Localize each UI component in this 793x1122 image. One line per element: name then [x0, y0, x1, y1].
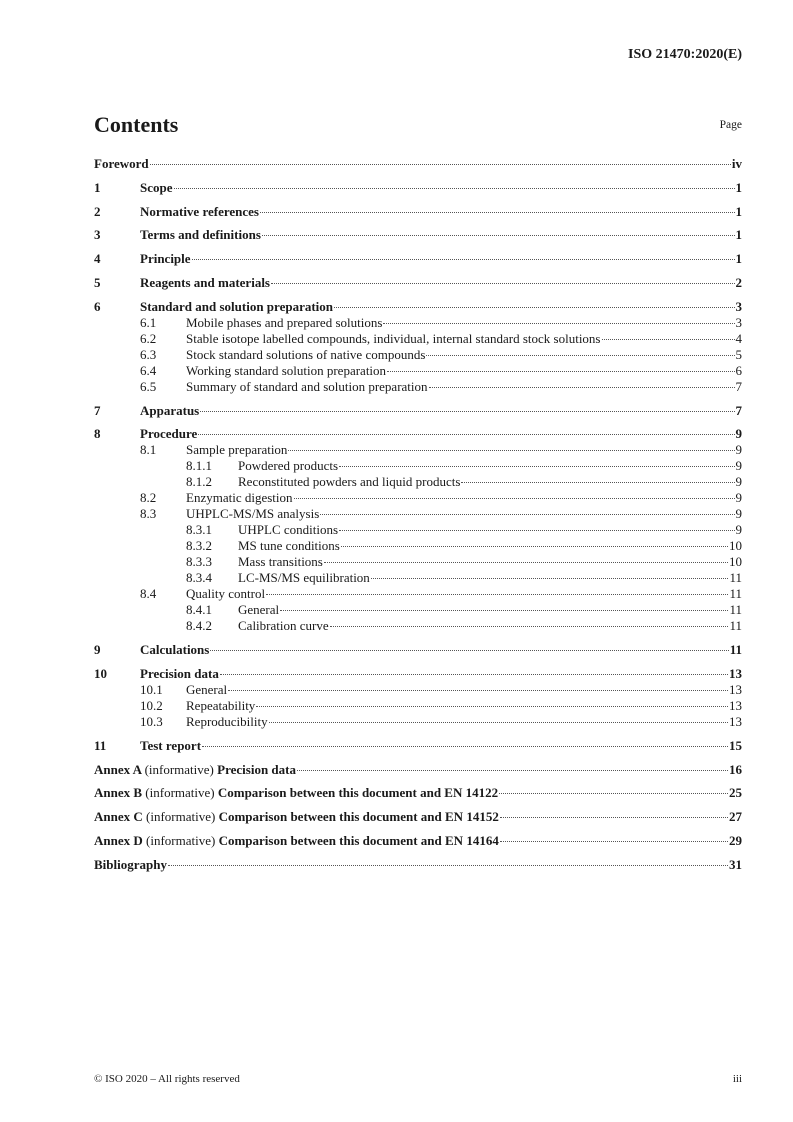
toc-entry[interactable]: [94, 785, 742, 801]
dot-leader: [271, 283, 735, 284]
toc-entry-page: 3: [735, 314, 742, 330]
dot-leader: [602, 339, 735, 340]
toc-entry-page: 15: [729, 737, 742, 753]
toc-entry[interactable]: [94, 666, 742, 682]
dot-leader: [260, 212, 735, 213]
toc-entry-title[interactable]: Calibration curve: [238, 618, 329, 634]
toc-entry[interactable]: [94, 299, 742, 315]
toc-entry-number: 6.4: [140, 362, 157, 378]
toc-entry[interactable]: [94, 714, 742, 730]
toc-entry[interactable]: [94, 682, 742, 698]
toc-entry-title[interactable]: Reconstituted powders and liquid products: [238, 474, 461, 490]
dot-leader: [220, 674, 728, 675]
dot-leader: [200, 411, 734, 412]
toc-entry[interactable]: [94, 618, 742, 634]
toc-entry[interactable]: [94, 833, 742, 849]
toc-entry-page: 11: [729, 602, 742, 618]
toc-entry-page: 1: [735, 179, 742, 195]
dot-leader: [330, 626, 729, 627]
toc-entry-page: 10: [729, 538, 742, 554]
dot-leader: [339, 466, 734, 467]
toc-entry-number: 4: [94, 251, 101, 267]
toc-entry-page: 9: [735, 474, 742, 490]
toc-entry-title[interactable]: Terms and definitions: [140, 227, 261, 243]
toc-entry-page: 10: [729, 554, 742, 570]
toc-entry[interactable]: [94, 506, 742, 522]
toc-entry-title: [94, 762, 296, 778]
toc-entry-page: 1: [735, 203, 742, 219]
toc-entry-page: 31: [729, 856, 742, 872]
toc-entry[interactable]: [94, 586, 742, 602]
toc-entry[interactable]: [94, 809, 742, 825]
annex-note: (informative): [144, 761, 214, 777]
toc-entry[interactable]: [94, 204, 742, 220]
copyright-notice: © ISO 2020 – All rights reserved: [94, 1073, 240, 1085]
toc-entry-page: 13: [729, 713, 742, 729]
toc-entry-title[interactable]: UHPLC conditions: [238, 522, 339, 538]
toc-entry-number: 9: [94, 642, 101, 658]
annex-note: (informative): [145, 785, 215, 801]
toc-entry-number: 11: [94, 737, 107, 753]
toc-entry-number: 2: [94, 203, 101, 219]
dot-leader: [500, 817, 728, 818]
dot-leader: [341, 546, 728, 547]
toc-entry-title: [94, 809, 499, 825]
toc-entry-title[interactable]: Precision data: [140, 665, 219, 681]
toc-entry-page: 27: [729, 809, 742, 825]
toc-entry-page: 9: [735, 442, 742, 458]
dot-leader: [334, 307, 734, 308]
toc-entry[interactable]: [94, 570, 742, 586]
toc-entry-number: 8.1: [140, 442, 157, 458]
dot-leader: [294, 498, 735, 499]
toc-entry-page: 2: [735, 274, 742, 290]
toc-entry[interactable]: [94, 522, 742, 538]
toc-entry-title[interactable]: Working standard solution preparation: [186, 362, 387, 378]
dot-leader: [461, 482, 734, 483]
annex-title: Comparison between this document and EN 14152: [218, 809, 499, 825]
toc-entry-title[interactable]: Calculations: [140, 642, 210, 658]
toc-entry[interactable]: [94, 602, 742, 618]
toc-entry-title: [94, 833, 499, 849]
dot-leader: [280, 610, 728, 611]
toc-entry-number: 10.2: [140, 697, 163, 713]
toc-entry[interactable]: [94, 227, 742, 243]
toc-entry-number: 1: [94, 179, 101, 195]
toc-entry[interactable]: [94, 442, 742, 458]
toc-entry[interactable]: [94, 698, 742, 714]
toc-entry-page: 13: [729, 681, 742, 697]
toc-entry-number: 6: [94, 298, 101, 314]
annex-note: (informative): [146, 832, 216, 848]
toc-entry-number: 8.3.3: [186, 554, 212, 570]
toc-entry[interactable]: [94, 490, 742, 506]
dot-leader: [320, 514, 734, 515]
toc-entry-number: 3: [94, 227, 101, 243]
toc-entry-title[interactable]: LC-MS/MS equilibration: [238, 570, 370, 586]
annex-label: Annex B: [94, 785, 143, 801]
dot-leader: [429, 387, 735, 388]
toc-entry-title[interactable]: Quality control: [186, 586, 266, 602]
toc-entry-page: 11: [729, 586, 742, 602]
toc-entry-page: 1: [735, 227, 742, 243]
toc-entry[interactable]: [94, 156, 742, 172]
dot-leader: [383, 323, 734, 324]
toc-entry-number: 8: [94, 426, 101, 442]
toc-entry-page: 11: [729, 642, 742, 658]
toc-entry-page: 13: [729, 665, 742, 681]
dot-leader: [198, 434, 734, 435]
toc-entry-title[interactable]: Enzymatic digestion: [186, 490, 293, 506]
toc-entry[interactable]: [94, 275, 742, 291]
toc-entry-number: 8.4: [140, 586, 157, 602]
toc-entry-number: 8.3.4: [186, 570, 212, 586]
toc-entry-title[interactable]: Summary of standard and solution preparation: [186, 378, 428, 394]
toc-entry-title[interactable]: Apparatus: [140, 402, 200, 418]
toc-entry-page: 29: [729, 832, 742, 848]
annex-note: (informative): [146, 809, 216, 825]
toc-entry-title[interactable]: Mobile phases and prepared solutions: [186, 314, 383, 330]
dot-leader: [210, 650, 728, 651]
toc-entry-title[interactable]: General: [186, 681, 228, 697]
toc-entry-number: 8.3.2: [186, 538, 212, 554]
toc-entry[interactable]: [94, 642, 742, 658]
toc-entry-page: 11: [729, 570, 742, 586]
dot-leader: [174, 188, 735, 189]
toc-entry-number: 6.3: [140, 346, 157, 362]
dot-leader: [269, 722, 728, 723]
toc-entry-page: 9: [735, 506, 742, 522]
toc-entry[interactable]: [94, 554, 742, 570]
toc-entry-page: 6: [735, 362, 742, 378]
toc-entry-title[interactable]: General: [238, 602, 280, 618]
toc-entry-page: 9: [735, 458, 742, 474]
dot-leader: [387, 371, 734, 372]
toc-entry-number: 8.1.2: [186, 474, 212, 490]
toc-entry-page: 11: [729, 618, 742, 634]
toc-entry-number: 6.5: [140, 378, 157, 394]
toc-entry-title[interactable]: Powdered products: [238, 458, 339, 474]
toc-entry-title[interactable]: Bibliography: [94, 856, 167, 872]
toc-entry-page: 7: [735, 402, 742, 418]
table-of-contents: [94, 156, 742, 873]
dot-leader: [192, 259, 735, 260]
toc-entry[interactable]: [94, 403, 742, 419]
toc-entry-number: 7: [94, 402, 101, 418]
toc-entry-number: 8.3: [140, 506, 157, 522]
toc-entry-title[interactable]: Procedure: [140, 426, 198, 442]
toc-entry[interactable]: [94, 458, 742, 474]
toc-entry[interactable]: [94, 762, 742, 778]
toc-entry-title[interactable]: Reproducibility: [186, 713, 268, 729]
toc-entry[interactable]: [94, 738, 742, 754]
dot-leader: [339, 530, 734, 531]
toc-entry[interactable]: [94, 538, 742, 554]
annex-label: Annex C: [94, 809, 143, 825]
toc-entry-number: 8.3.1: [186, 522, 212, 538]
dot-leader: [256, 706, 728, 707]
toc-entry-title[interactable]: Stable isotope labelled compounds, individual, internal standard stock solutions: [186, 330, 601, 346]
toc-entry-number: 10.1: [140, 681, 163, 697]
toc-entry-page: 7: [735, 378, 742, 394]
page-column-label: Page: [719, 119, 742, 131]
toc-entry-page: 25: [729, 785, 742, 801]
toc-entry-title[interactable]: Normative references: [140, 203, 259, 219]
toc-entry-title[interactable]: UHPLC-MS/MS analysis: [186, 506, 320, 522]
toc-entry-number: 8.4.1: [186, 602, 212, 618]
dot-leader: [168, 865, 728, 866]
annex-label: Annex D: [94, 832, 143, 848]
dot-leader: [150, 164, 731, 165]
toc-entry-number: 8.4.2: [186, 618, 212, 634]
toc-entry-title[interactable]: Scope: [140, 179, 173, 195]
dot-leader: [202, 746, 728, 747]
dot-leader: [324, 562, 728, 563]
document-id: ISO 21470:2020(E): [628, 47, 742, 62]
toc-entry-title[interactable]: Mass transitions: [238, 554, 323, 570]
annex-title: Comparison between this document and EN 14164: [218, 832, 499, 848]
toc-entry-page: 9: [735, 522, 742, 538]
toc-entry-title: [94, 785, 498, 801]
toc-entry-number: 10.3: [140, 713, 163, 729]
dot-leader: [288, 450, 734, 451]
toc-entry-title[interactable]: Sample preparation: [186, 442, 288, 458]
toc-entry[interactable]: [94, 180, 742, 196]
toc-entry-title[interactable]: Foreword: [94, 156, 149, 171]
toc-entry-page: 9: [735, 426, 742, 442]
toc-entry-title[interactable]: Standard and solution preparation: [140, 298, 334, 314]
toc-entry-page: iv: [731, 156, 742, 171]
toc-entry-number: 6.2: [140, 330, 157, 346]
toc-entry-page: 1: [735, 251, 742, 267]
toc-entry-page: 4: [735, 330, 742, 346]
toc-entry[interactable]: [94, 426, 742, 442]
toc-entry[interactable]: [94, 331, 742, 347]
toc-entry-title[interactable]: Principle: [140, 251, 191, 267]
toc-entry-title[interactable]: Test report: [140, 737, 202, 753]
dot-leader: [426, 355, 734, 356]
annex-label: Annex A: [94, 761, 142, 777]
dot-leader: [262, 235, 735, 236]
toc-entry[interactable]: [94, 363, 742, 379]
toc-entry[interactable]: [94, 347, 742, 363]
toc-entry-number: 6.1: [140, 314, 157, 330]
toc-entry-page: 3: [735, 298, 742, 314]
toc-entry-page: 16: [729, 761, 742, 777]
dot-leader: [371, 578, 729, 579]
annex-title: Precision data: [217, 761, 296, 777]
toc-entry[interactable]: [94, 857, 742, 873]
toc-entry-number: 10: [94, 665, 107, 681]
toc-entry[interactable]: [94, 251, 742, 267]
dot-leader: [499, 793, 728, 794]
annex-title: Comparison between this document and EN 14122: [217, 785, 499, 801]
toc-entry-title[interactable]: Stock standard solutions of native compounds: [186, 346, 426, 362]
toc-entry[interactable]: [94, 379, 742, 395]
toc-entry-title[interactable]: Reagents and materials: [140, 274, 270, 290]
toc-entry[interactable]: [94, 474, 742, 490]
toc-entry-number: 8.2: [140, 490, 157, 506]
page-title: Contents: [94, 112, 179, 137]
dot-leader: [297, 770, 728, 771]
toc-entry-page: 9: [735, 490, 742, 506]
toc-entry-title[interactable]: Repeatability: [186, 697, 256, 713]
toc-entry-number: 8.1.1: [186, 458, 212, 474]
toc-entry-title[interactable]: MS tune conditions: [238, 538, 340, 554]
dot-leader: [228, 690, 728, 691]
toc-entry-page: 5: [735, 346, 742, 362]
toc-entry[interactable]: [94, 315, 742, 331]
dot-leader: [266, 594, 728, 595]
dot-leader: [500, 841, 728, 842]
page-number: iii: [732, 1073, 742, 1085]
toc-entry-page: 13: [729, 697, 742, 713]
toc-entry-number: 5: [94, 274, 101, 290]
